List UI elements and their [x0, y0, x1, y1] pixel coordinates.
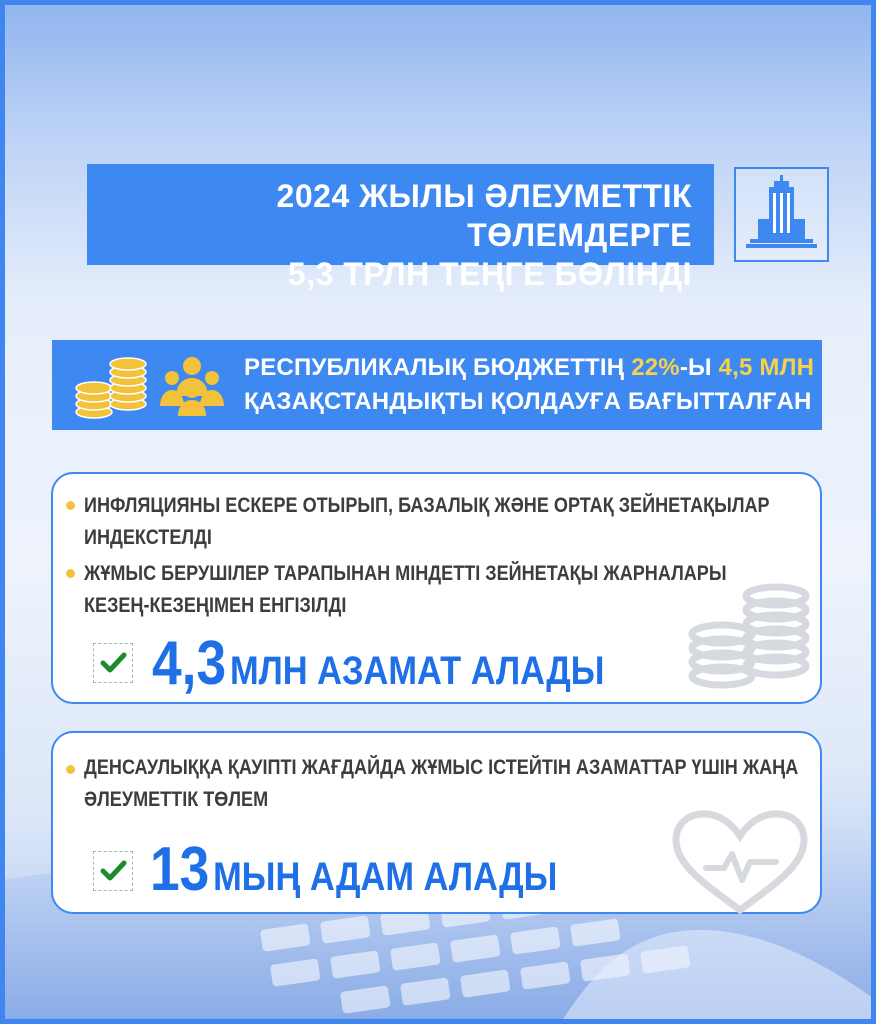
bullet-dot	[66, 765, 75, 774]
budget-text	[244, 351, 814, 419]
people-group-icon	[160, 352, 224, 416]
card1-bullet-1-line-1: ИНФЛЯЦИЯНЫ ЕСКЕРЕ ОТЫРЫП, БАЗАЛЫҚ ЖӘНЕ ОРТАҚ ЗЕЙНЕТАҚЫЛАР	[84, 494, 770, 517]
check-box	[93, 643, 133, 683]
card1-bullet-1-line-2: ИНДЕКСТЕЛДІ	[84, 526, 212, 549]
budget-percent: 22%	[631, 354, 680, 381]
card1-bullet-2	[84, 558, 781, 622]
title-line-2: 5,3 ТРЛН ТЕҢГЕ БӨЛІНДІ	[287, 256, 692, 292]
ministry-logo	[734, 167, 829, 262]
budget-people-count: 4,5 МЛН	[718, 354, 815, 381]
bullet-dot	[66, 569, 75, 578]
card2-highlight	[150, 834, 557, 905]
card1-bullet-1	[84, 490, 781, 554]
title-banner	[87, 164, 714, 292]
card1-bullet-2-line-2: КЕЗЕҢ-КЕЗЕҢІМЕН ЕНГІЗІЛДІ	[84, 594, 347, 617]
coins-stack-icon	[72, 352, 152, 420]
card2-bullet-1-line-1: ДЕНСАУЛЫҚҚА ҚАУІПТІ ЖАҒДАЙДА ЖҰМЫС ІСТЕЙТІН АЗАМАТТАР ҮШІН ЖАҢА	[84, 756, 799, 779]
card2-highlight-text: МЫҢ АДАМ АЛАДЫ	[213, 855, 558, 899]
card1-highlight-text: МЛН АЗАМАТ АЛАДЫ	[229, 649, 605, 693]
card1-highlight	[152, 628, 604, 699]
budget-line-1	[244, 351, 814, 385]
check-box	[93, 851, 133, 891]
ministry-building-icon	[736, 169, 827, 260]
checkmark-icon	[94, 644, 132, 682]
budget-line-1-part-a: РЕСПУБЛИКАЛЫҚ БЮДЖЕТТІҢ	[244, 354, 632, 381]
budget-line-1-part-b: -Ы	[679, 354, 719, 381]
heart-pulse-icon	[668, 810, 812, 914]
card1-bullet-2-line-1: ЖҰМЫС БЕРУШІЛЕР ТАРАПЫНАН МІНДЕТТІ ЗЕЙНЕТАҚЫ ЖАРНАЛАРЫ	[84, 562, 727, 585]
card2-bullet-1-line-2: ӘЛЕУМЕТТІК ТӨЛЕМ	[84, 788, 269, 811]
card1-highlight-number: 4,3	[152, 629, 227, 698]
card2-bullet-1	[84, 752, 824, 816]
title-line-1: 2024 ЖЫЛЫ ӘЛЕУМЕТТІК ТӨЛЕМДЕРГЕ	[276, 178, 692, 253]
card2-highlight-number: 13	[150, 835, 210, 904]
budget-line-2: ҚАЗАҚСТАНДЫҚТЫ ҚОЛДАУҒА БАҒЫТТАЛҒАН	[244, 388, 812, 415]
bullet-dot	[66, 501, 75, 510]
checkmark-icon	[94, 852, 132, 890]
